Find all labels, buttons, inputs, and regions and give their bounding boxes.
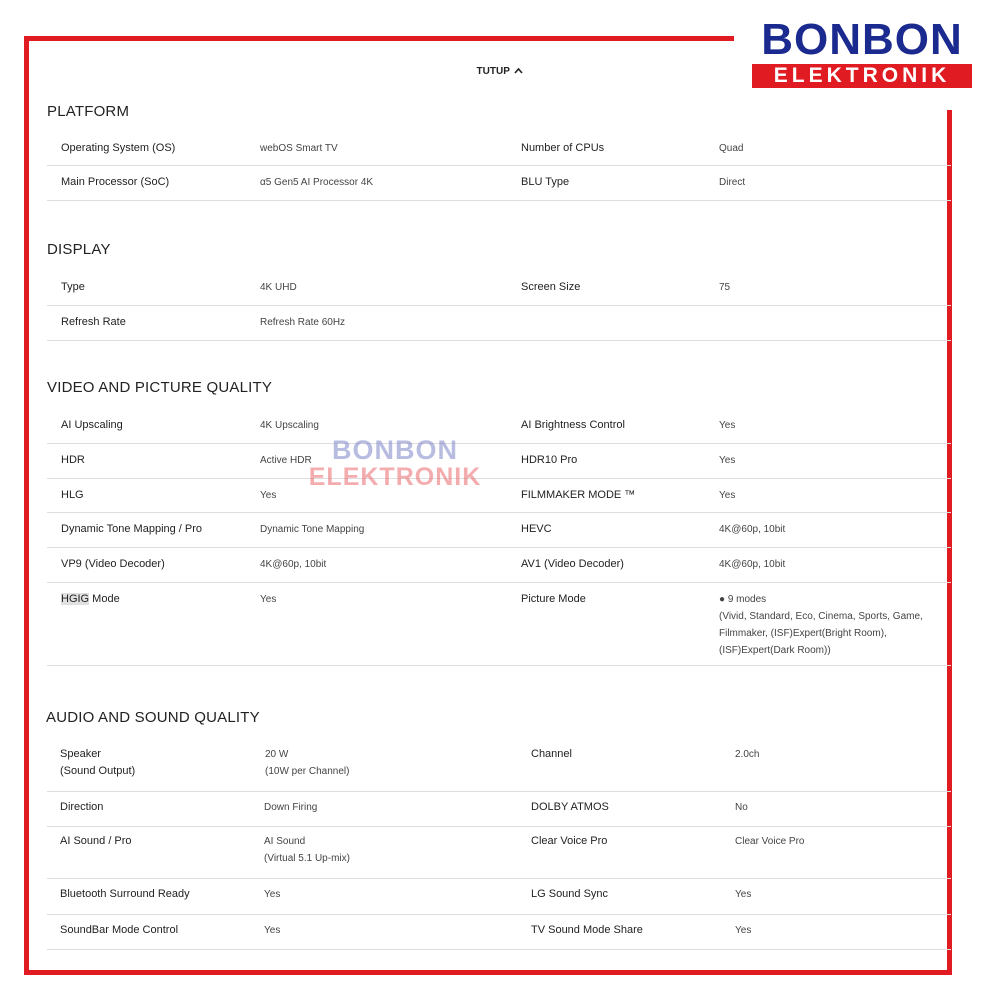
spec-label — [60, 746, 135, 780]
section-title-display: DISPLAY — [47, 241, 111, 258]
spec-label: AI Upscaling — [61, 419, 123, 431]
spec-value: Yes — [260, 594, 277, 605]
picture-mode-line: (ISF)Expert(Dark Room)) — [719, 645, 831, 656]
spec-label: AI Brightness Control — [521, 419, 625, 431]
spec-label: Clear Voice Pro — [531, 835, 608, 847]
spec-value: Yes — [260, 490, 277, 501]
spec-label: Channel — [531, 748, 572, 760]
spec-value: Yes — [264, 889, 281, 900]
spec-label: Operating System (OS) — [61, 142, 176, 154]
spec-value: Refresh Rate 60Hz — [260, 317, 346, 328]
spec-value: 4K@60p, 10bit — [719, 559, 786, 570]
spec-label: Dynamic Tone Mapping / Pro — [61, 523, 203, 535]
spec-value: Yes — [719, 420, 736, 431]
spec-value-line: AI Sound — [264, 836, 306, 847]
spec-row — [47, 827, 951, 879]
spec-label: HEVC — [521, 523, 552, 535]
spec-label: Type — [61, 281, 85, 293]
spec-value — [719, 591, 923, 659]
spec-label: VP9 (Video Decoder) — [61, 558, 165, 570]
spec-row — [47, 879, 951, 915]
spec-value — [265, 746, 349, 780]
brand-logo — [744, 16, 980, 88]
spec-label — [61, 591, 120, 608]
spec-value: 4K UHD — [260, 282, 297, 293]
spec-value: No — [735, 802, 748, 813]
spec-value: 4K Upscaling — [260, 420, 319, 431]
spec-value: 75 — [719, 282, 731, 293]
spec-label: Refresh Rate — [61, 316, 126, 328]
spec-label: Number of CPUs — [521, 142, 605, 154]
spec-label: Screen Size — [521, 281, 581, 293]
spec-row — [47, 166, 951, 201]
spec-value: Yes — [264, 925, 281, 936]
spec-label: HDR10 Pro — [521, 454, 578, 466]
spec-row — [47, 915, 951, 950]
spec-label: AI Sound / Pro — [60, 835, 132, 847]
spec-label: Bluetooth Surround Ready — [60, 888, 190, 900]
spec-value: Quad — [719, 143, 744, 154]
spec-label: DOLBY ATMOS — [531, 801, 609, 813]
spec-value: Down Firing — [264, 802, 318, 813]
spec-value: Dynamic Tone Mapping — [260, 524, 365, 535]
spec-label: LG Sound Sync — [531, 888, 609, 900]
highlighted-text: HGIG — [61, 593, 90, 605]
spec-label: AV1 (Video Decoder) — [521, 558, 624, 570]
spec-label: BLU Type — [521, 176, 570, 188]
spec-row — [47, 792, 951, 827]
spec-row — [47, 271, 951, 306]
spec-value: Active HDR — [260, 455, 312, 466]
spec-label-rest: Mode — [89, 593, 120, 605]
spec-value: Yes — [719, 455, 736, 466]
spec-row — [47, 513, 951, 548]
spec-row — [47, 548, 951, 583]
spec-row — [47, 479, 951, 513]
collapse-label: TUTUP — [476, 66, 510, 77]
spec-row — [47, 740, 951, 792]
spec-label-line: (Sound Output) — [60, 765, 136, 777]
watermark-bottom: ELEKTRONIK — [308, 463, 482, 491]
spec-row — [47, 444, 951, 479]
spec-row — [47, 306, 951, 341]
chevron-up-icon — [514, 67, 523, 74]
spec-label: HLG — [61, 489, 84, 501]
spec-label: TV Sound Mode Share — [531, 924, 643, 936]
watermark-top: BONBON — [332, 435, 458, 465]
spec-label: HDR — [61, 454, 85, 466]
spec-value: 4K@60p, 10bit — [260, 559, 327, 570]
spec-value: 4K@60p, 10bit — [719, 524, 786, 535]
spec-value: α5 Gen5 AI Processor 4K — [260, 177, 374, 188]
spec-label-line: Speaker — [60, 748, 101, 760]
spec-label: SoundBar Mode Control — [60, 924, 179, 936]
spec-value: Yes — [719, 490, 736, 501]
spec-value: Clear Voice Pro — [735, 836, 805, 847]
spec-value: 2.0ch — [735, 749, 760, 760]
spec-row — [47, 132, 951, 166]
spec-row — [47, 409, 951, 444]
spec-value-line: 20 W — [265, 749, 289, 760]
spec-row — [47, 583, 951, 666]
spec-value-line: (10W per Channel) — [265, 766, 350, 777]
spec-label: Picture Mode — [521, 593, 586, 605]
collapse-toggle[interactable] — [0, 66, 1000, 77]
spec-value: webOS Smart TV — [260, 143, 338, 154]
spec-label: Main Processor (SoC) — [61, 176, 170, 188]
section-title-video: VIDEO AND PICTURE QUALITY — [47, 379, 273, 396]
spec-label: FILMMAKER MODE ™ — [521, 489, 636, 501]
section-title-platform: PLATFORM — [47, 103, 130, 120]
brand-logo-bottom: ELEKTRONIK — [752, 64, 972, 88]
picture-mode-line: Filmmaker, (ISF)Expert(Bright Room), — [719, 628, 887, 639]
spec-value: Yes — [735, 925, 752, 936]
section-title-audio: AUDIO AND SOUND QUALITY — [46, 709, 260, 726]
brand-logo-top: BONBON — [761, 15, 963, 64]
spec-label: Direction — [60, 801, 104, 813]
spec-value: Yes — [735, 889, 752, 900]
spec-value — [264, 833, 350, 867]
spec-value-line: (Virtual 5.1 Up-mix) — [264, 853, 350, 864]
picture-mode-line: (Vivid, Standard, Eco, Cinema, Sports, Game, — [719, 611, 923, 622]
picture-mode-line: ● 9 modes — [719, 594, 767, 605]
spec-value: Direct — [719, 177, 746, 188]
